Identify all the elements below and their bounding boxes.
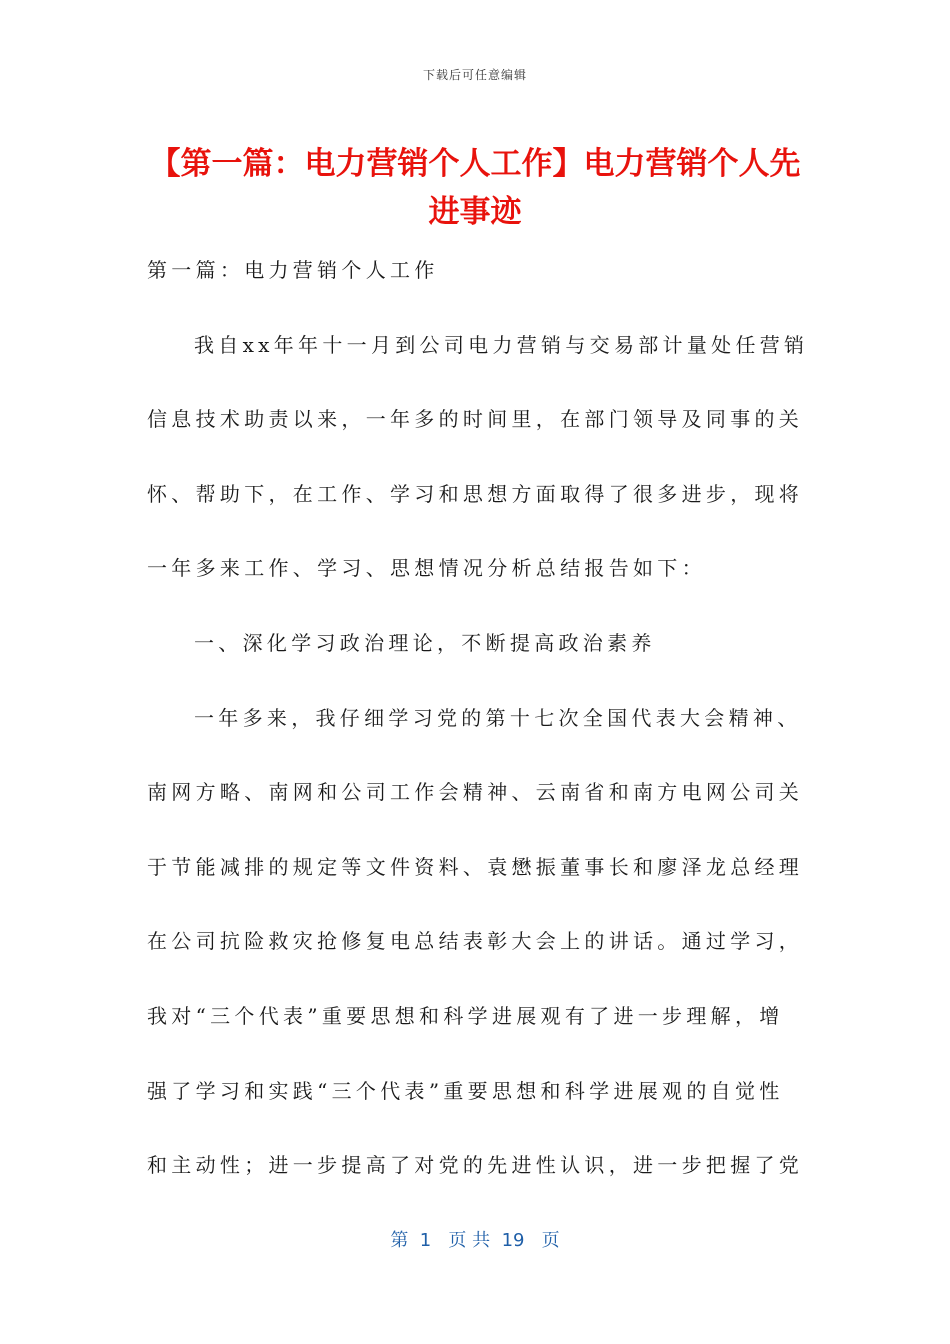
paragraph-line: 怀、帮助下，在工作、学习和思想方面取得了很多进步，现将 [147,482,804,506]
document-title: 【第一篇：电力营销个人工作】电力营销个人先进事迹 [149,146,801,230]
paragraph-line: 和主动性；进一步提高了对党的先进性认识，进一步把握了党 [147,1153,804,1177]
paragraph-line: 我对“三个代表”重要思想和科学进展观有了进一步理解，增 [147,1004,784,1028]
paragraph-line: 在公司抗险救灾抢修复电总结表彰大会上的讲话。通过学习， [147,929,804,953]
paragraph-line: 一年多来，我仔细学习党的第十七次全国代表大会精神、 [194,706,802,730]
paragraph-line: 于节能减排的规定等文件资料、袁懋振董事长和廖泽龙总经理 [147,855,804,879]
page-number-footer: 第 1 页 共 19 页 [390,1230,560,1251]
header-note: 下载后可任意编辑 [422,68,527,82]
paragraph-line: 信息技术助责以来，一年多的时间里，在部门领导及同事的关 [147,407,804,431]
paragraph-line: 强了学习和实践“三个代表”重要思想和科学进展观的自觉性 [147,1079,784,1103]
subsection-heading: 一、深化学习政治理论，不断提高政治素养 [194,631,656,655]
paragraph-line: 南网方略、南网和公司工作会精神、云南省和南方电网公司关 [147,780,804,804]
paragraph-line: 我自xx年年十一月到公司电力营销与交易部计量处任营销 [194,333,809,357]
paragraph-line: 一年多来工作、学习、思想情况分析总结报告如下： [147,556,706,580]
section-heading: 第一篇：电力营销个人工作 [147,258,439,282]
